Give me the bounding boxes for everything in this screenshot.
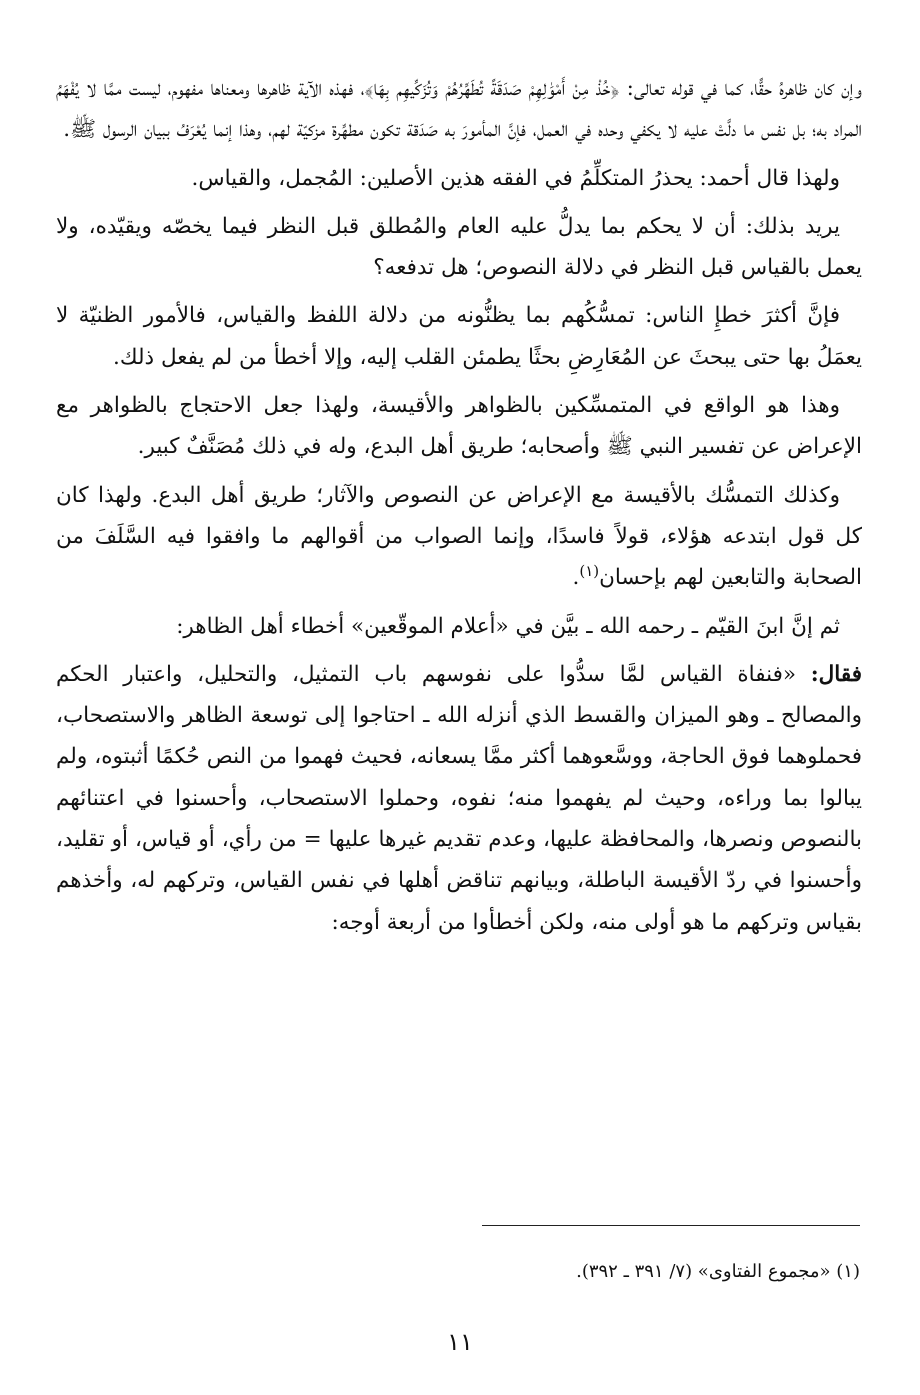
ibn-qayyim-quote bbox=[56, 654, 862, 943]
paragraph-ahmad-saying: ولهذا قال أحمد: يحذرُ المتكلِّمُ في الفقه هذين الأصلين: المُجمل، والقياس. bbox=[191, 165, 840, 191]
paragraph-analogy-holders-text: وكذلك التمسُّك بالأقيسة مع الإعراض عن النصوص والآثار؛ طريق أهل البدع. ولهذا كان كل قول ابتدعه هؤلاء، قولاً فاسدًا، وإنما الصواب من أقوالهم ما وافقوا فيه السَّلَفَ من الصحابة والتابعين لهم بإحسان bbox=[56, 482, 862, 591]
quote-text: «فنفاة القياس لمَّا سدُّوا على نفوسهم باب التمثيل، والتحليل، واعتبار الحكم والمصالح ـ وهو الميزان والقسط الذي أنزله الله ـ احتاجوا إلى توسعة الظاهر والاستصحاب، فحملوهما فوق الحاجة، ووسَّعوهما أكثر ممَّا يسعانه، فحيث فهموا من النص حُكمًا أثبتوه، ولم يبالوا بما وراءه، وحيث لم يفهموا منه؛ نفوه، وحملوا الاستصحاب، وأحسنوا في اعتنائهم بالنصوص ونصرها، والمحافظة عليها، وعدم تقديم غيرها عليها = من رأي، أو قياس، أو تقليد، وأحسنوا في ردّ الأقيسة الباطلة، وبيانهم تناقض أهلها في نفس القياس، وتركهم له، وأخذهم بقياس وتركهم ما هو أولى منه، ولكن أخطأوا من أربعة أوجه: bbox=[56, 661, 862, 935]
paragraph-analogy-holders: وكذلك التمسُّك بالأقيسة مع الإعراض عن النصوص والآثار؛ طريق أهل البدع. ولهذا كان كل قول ابتدعه هؤلاء، قولاً فاسدًا، وإنما الصواب من أقوالهم ما وافقوا فيه السَّلَفَ من الصحابة والتابعين لهم بإحسان$^{(١)}$. bbox=[56, 482, 862, 591]
paragraph-zakat-verse: وإن كان ظاهرهُ حقًّا، كما في قوله تعالى: ﴿خُذْ مِنْ أَمْوَٰلِهِمْ صَدَقَةً تُطَهِّرُهُمْ وَتُزَكِّيهِم بِهَا﴾، فهذه الآية ظاهرها ومعناها مفهوم، ليست ممَّا لا يُفْهَمُ المراد به؛ بل نفس ما دلَّتْ عليه لا يكفي وحده في العمل، فإنَّ المأمورَ به صَدَقة تكون مطهِّرة مزكيّة لهم، وهذا إنما يُعْرَفُ ببيان الرسول ﷺ. bbox=[56, 76, 862, 143]
body-text bbox=[56, 68, 862, 943]
paragraph-meaning: يريد بذلك: أن لا يحكم بما يدلُّ عليه العام والمُطلق قبل النظر فيما يخصّه ويقيّده، ولا يعمل بالقياس قبل النظر في دلالة النصوص؛ هل تدفعه؟ bbox=[56, 213, 862, 281]
footnote: (١) «مجموع الفتاوى» (٧/ ٣٩١ ـ ٣٩٢). bbox=[576, 1261, 860, 1282]
quote-lead: فقال: bbox=[810, 661, 862, 687]
footnote-separator bbox=[482, 1225, 860, 1226]
paragraph-peoples-error: فإنَّ أكثرَ خطإِ الناس: تمسُّكُهم بما يظنُّونه من دلالة اللفظ والقياس، فالأمور الظنيّة لا يعمَلُ بها حتى يبحثَ عن المُعَارِضِ بحثًا يطمئن القلب إليه، وإلا أخطأ من لم يفعل ذلك. bbox=[56, 303, 862, 370]
paragraph-ibn-qayyim: ثم إنَّ ابنَ القيّم ـ رحمه الله ـ بيَّن في «أعلام الموقّعين» أخطاء أهل الظاهر: bbox=[176, 613, 840, 639]
paragraph-literalists: وهذا هو الواقع في المتمسِّكين بالظواهر والأقيسة، ولهذا جعل الاحتجاج بالظواهر مع الإعراض عن تفسير النبي ﷺ وأصحابه؛ طريق أهل البدع، وله في ذلك مُصَنَّفٌ كبير. bbox=[56, 393, 862, 460]
footnote-reference[interactable]: (١) bbox=[579, 562, 600, 581]
page-number: ١١ bbox=[447, 1328, 473, 1356]
